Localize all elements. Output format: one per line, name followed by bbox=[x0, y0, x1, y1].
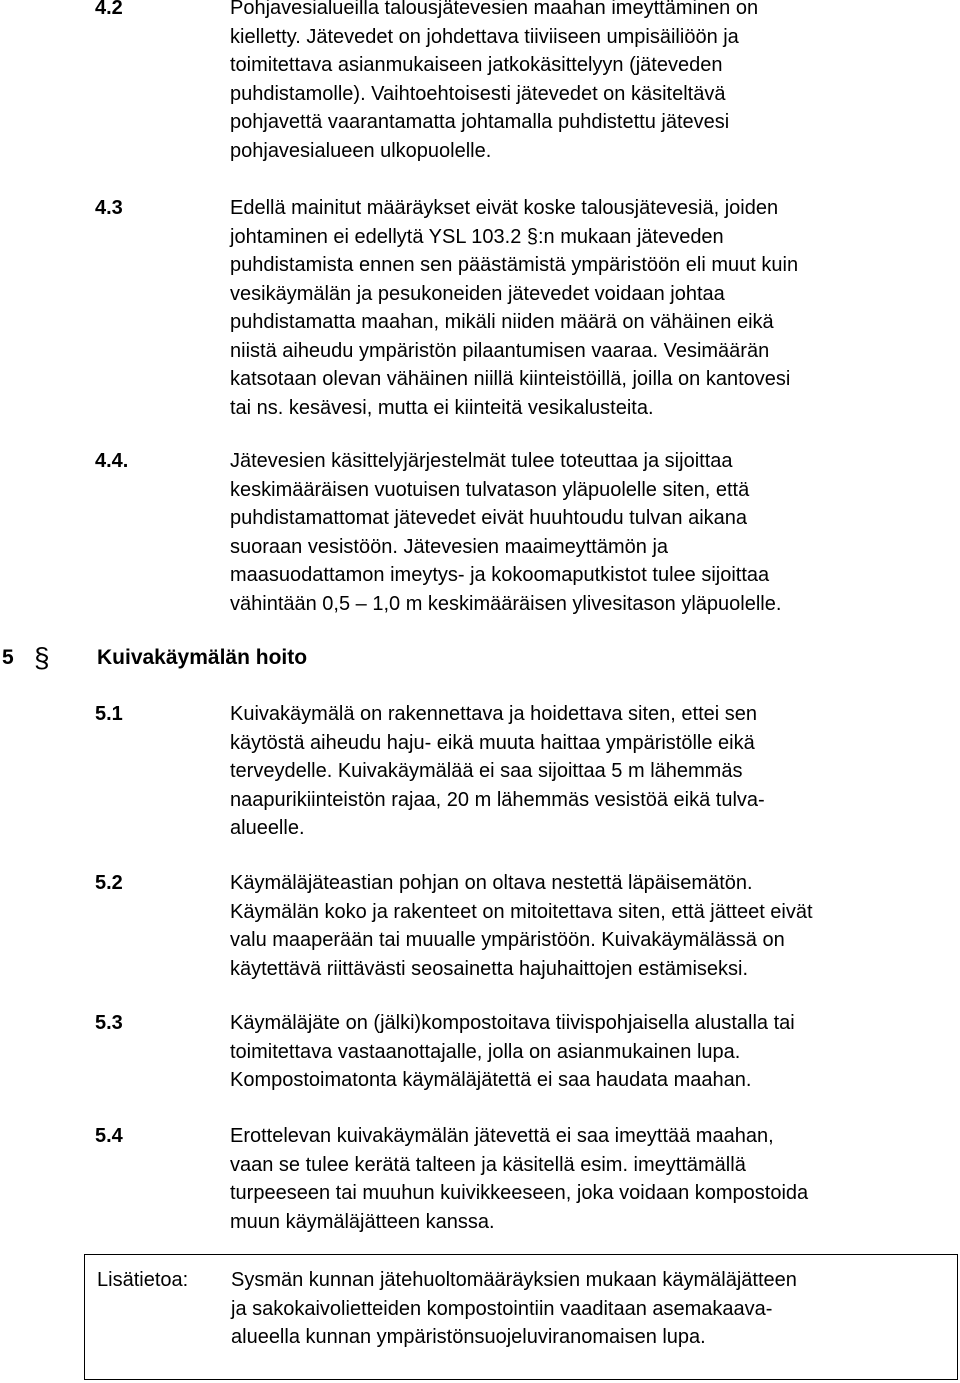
text-line: niistä aiheudu ympäristön pilaantumisen vaaraa. Vesimäärän bbox=[230, 339, 770, 362]
section-text bbox=[230, 0, 950, 165]
text-line: Käymälän koko ja rakenteet on mitoitettava siten, että jätteet eivät bbox=[230, 900, 813, 923]
section-number: 5.2 bbox=[95, 872, 123, 894]
text-line: suoraan vesistöön. Jätevesien maaimeyttämön ja bbox=[230, 535, 669, 558]
section-number: 5.1 bbox=[95, 703, 123, 725]
text-line: keskimääräisen vuotuisen tulvatason yläpuolelle siten, että bbox=[230, 478, 750, 501]
section-text bbox=[230, 700, 950, 843]
section-number: 4.2 bbox=[95, 0, 123, 19]
section-text bbox=[230, 869, 950, 983]
section-number: 4.4. bbox=[95, 450, 129, 472]
text-line: käytöstä aiheudu haju- eikä muuta haittaa ympäristölle eikä bbox=[230, 731, 755, 754]
section-sign: § bbox=[34, 642, 50, 673]
info-label: Lisätietoa: bbox=[97, 1269, 189, 1291]
text-line: Erottelevan kuivakäymälän jätevettä ei saa imeyttää maahan, bbox=[230, 1125, 774, 1147]
section-text bbox=[230, 1009, 950, 1095]
section-number: 5.4 bbox=[95, 1125, 123, 1147]
text-line: alueelle. bbox=[230, 817, 305, 839]
text-line: naapurikiinteistön rajaa, 20 m lähemmäs vesistöä eikä tulva- bbox=[230, 788, 765, 811]
text-line: maasuodattamon imeytys- ja kokoomaputkistot tulee sijoittaa bbox=[230, 564, 770, 586]
text-line: pohjavettä vaarantamatta johtamalla puhdistettu jätevesi bbox=[230, 111, 730, 133]
text-line: käytettävä riittävästi seosainetta hajuhaittojen estämiseksi. bbox=[230, 957, 749, 980]
text-line: Käymäläjäte on (jälki)kompostoitava tiivispohjaisella alustalla tai bbox=[230, 1012, 795, 1034]
text-line: puhdistamattomat jätevedet eivät huuhtoudu tulvan aikana bbox=[230, 507, 748, 529]
text-line: Kompostoimatonta käymäläjätettä ei saa haudata maahan. bbox=[230, 1069, 752, 1091]
section-text bbox=[230, 194, 950, 422]
text-line: Sysmän kunnan jätehuoltomääräyksien mukaan käymäläjätteen bbox=[231, 1269, 797, 1291]
section-number: 5.3 bbox=[95, 1012, 123, 1034]
text-line: toimitettava vastaanottajalle, jolla on asianmukainen lupa. bbox=[230, 1040, 741, 1063]
text-line: puhdistamista ennen sen päästämistä ympäristöön eli muut kuin bbox=[230, 254, 799, 276]
text-line: tai ns. kesävesi, mutta ei kiinteitä vesikalusteita. bbox=[230, 396, 654, 419]
text-line: valu maaperään tai muualle ympäristöön. Kuivakäymälässä on bbox=[230, 929, 785, 951]
text-line: toimitettava asianmukaiseen jatkokäsittelyyn (jäteveden bbox=[230, 54, 723, 76]
text-line: Edellä mainitut määräykset eivät koske talousjätevesiä, joiden bbox=[230, 197, 779, 219]
text-line: kielletty. Jätevedet on johdettava tiiviiseen umpisäiliöön ja bbox=[230, 25, 739, 48]
text-line: turpeeseen tai muuhun kuivikkeeseen, joka voidaan kompostoida bbox=[230, 1182, 809, 1204]
section-text bbox=[230, 447, 950, 618]
text-line: ja sakokaivolietteiden kompostointiin vaaditaan asemakaava- bbox=[231, 1297, 773, 1320]
section-number: 4.3 bbox=[95, 197, 123, 219]
text-line: puhdistamolle). Vaihtoehtoisesti jätevedet on käsiteltävä bbox=[230, 82, 726, 105]
chapter-number: 5 bbox=[2, 646, 14, 669]
text-line: alueella kunnan ympäristönsuojeluviranomaisen lupa. bbox=[231, 1326, 706, 1348]
text-line: Kuivakäymälä on rakennettava ja hoidettava siten, ettei sen bbox=[230, 703, 757, 725]
text-line: muun käymäläjätteen kanssa. bbox=[230, 1210, 495, 1233]
text-line: vähintään 0,5 – 1,0 m keskimääräisen ylivesitason yläpuolelle. bbox=[230, 592, 782, 615]
section-text bbox=[230, 1122, 950, 1236]
text-line: terveydelle. Kuivakäymälää ei saa sijoittaa 5 m lähemmäs bbox=[230, 760, 743, 782]
text-line: pohjavesialueen ulkopuolelle. bbox=[230, 139, 492, 162]
text-line: katsotaan olevan vähäinen niillä kiinteistöillä, joilla on kantovesi bbox=[230, 368, 791, 390]
text-line: vaan se tulee kerätä talteen ja käsitellä esim. imeyttämällä bbox=[230, 1153, 746, 1176]
text-line: vesikäymälän ja pesukoneiden jätevedet voidaan johtaa bbox=[230, 282, 725, 305]
chapter-heading bbox=[0, 642, 960, 674]
text-line: Pohjavesialueilla talousjätevesien maahan imeyttäminen on bbox=[230, 0, 759, 19]
text-line: puhdistamatta maahan, mikäli niiden määrä on vähäinen eikä bbox=[230, 311, 774, 333]
text-line: johtaminen ei edellytä YSL 103.2 §:n mukaan jäteveden bbox=[230, 225, 724, 248]
info-text bbox=[231, 1266, 951, 1352]
text-line: Käymäläjäteastian pohjan on oltava nestettä läpäisemätön. bbox=[230, 872, 753, 894]
text-line: Jätevesien käsittelyjärjestelmät tulee toteuttaa ja sijoittaa bbox=[230, 450, 733, 472]
chapter-title: Kuivakäymälän hoito bbox=[97, 646, 308, 669]
info-box bbox=[84, 1254, 958, 1380]
